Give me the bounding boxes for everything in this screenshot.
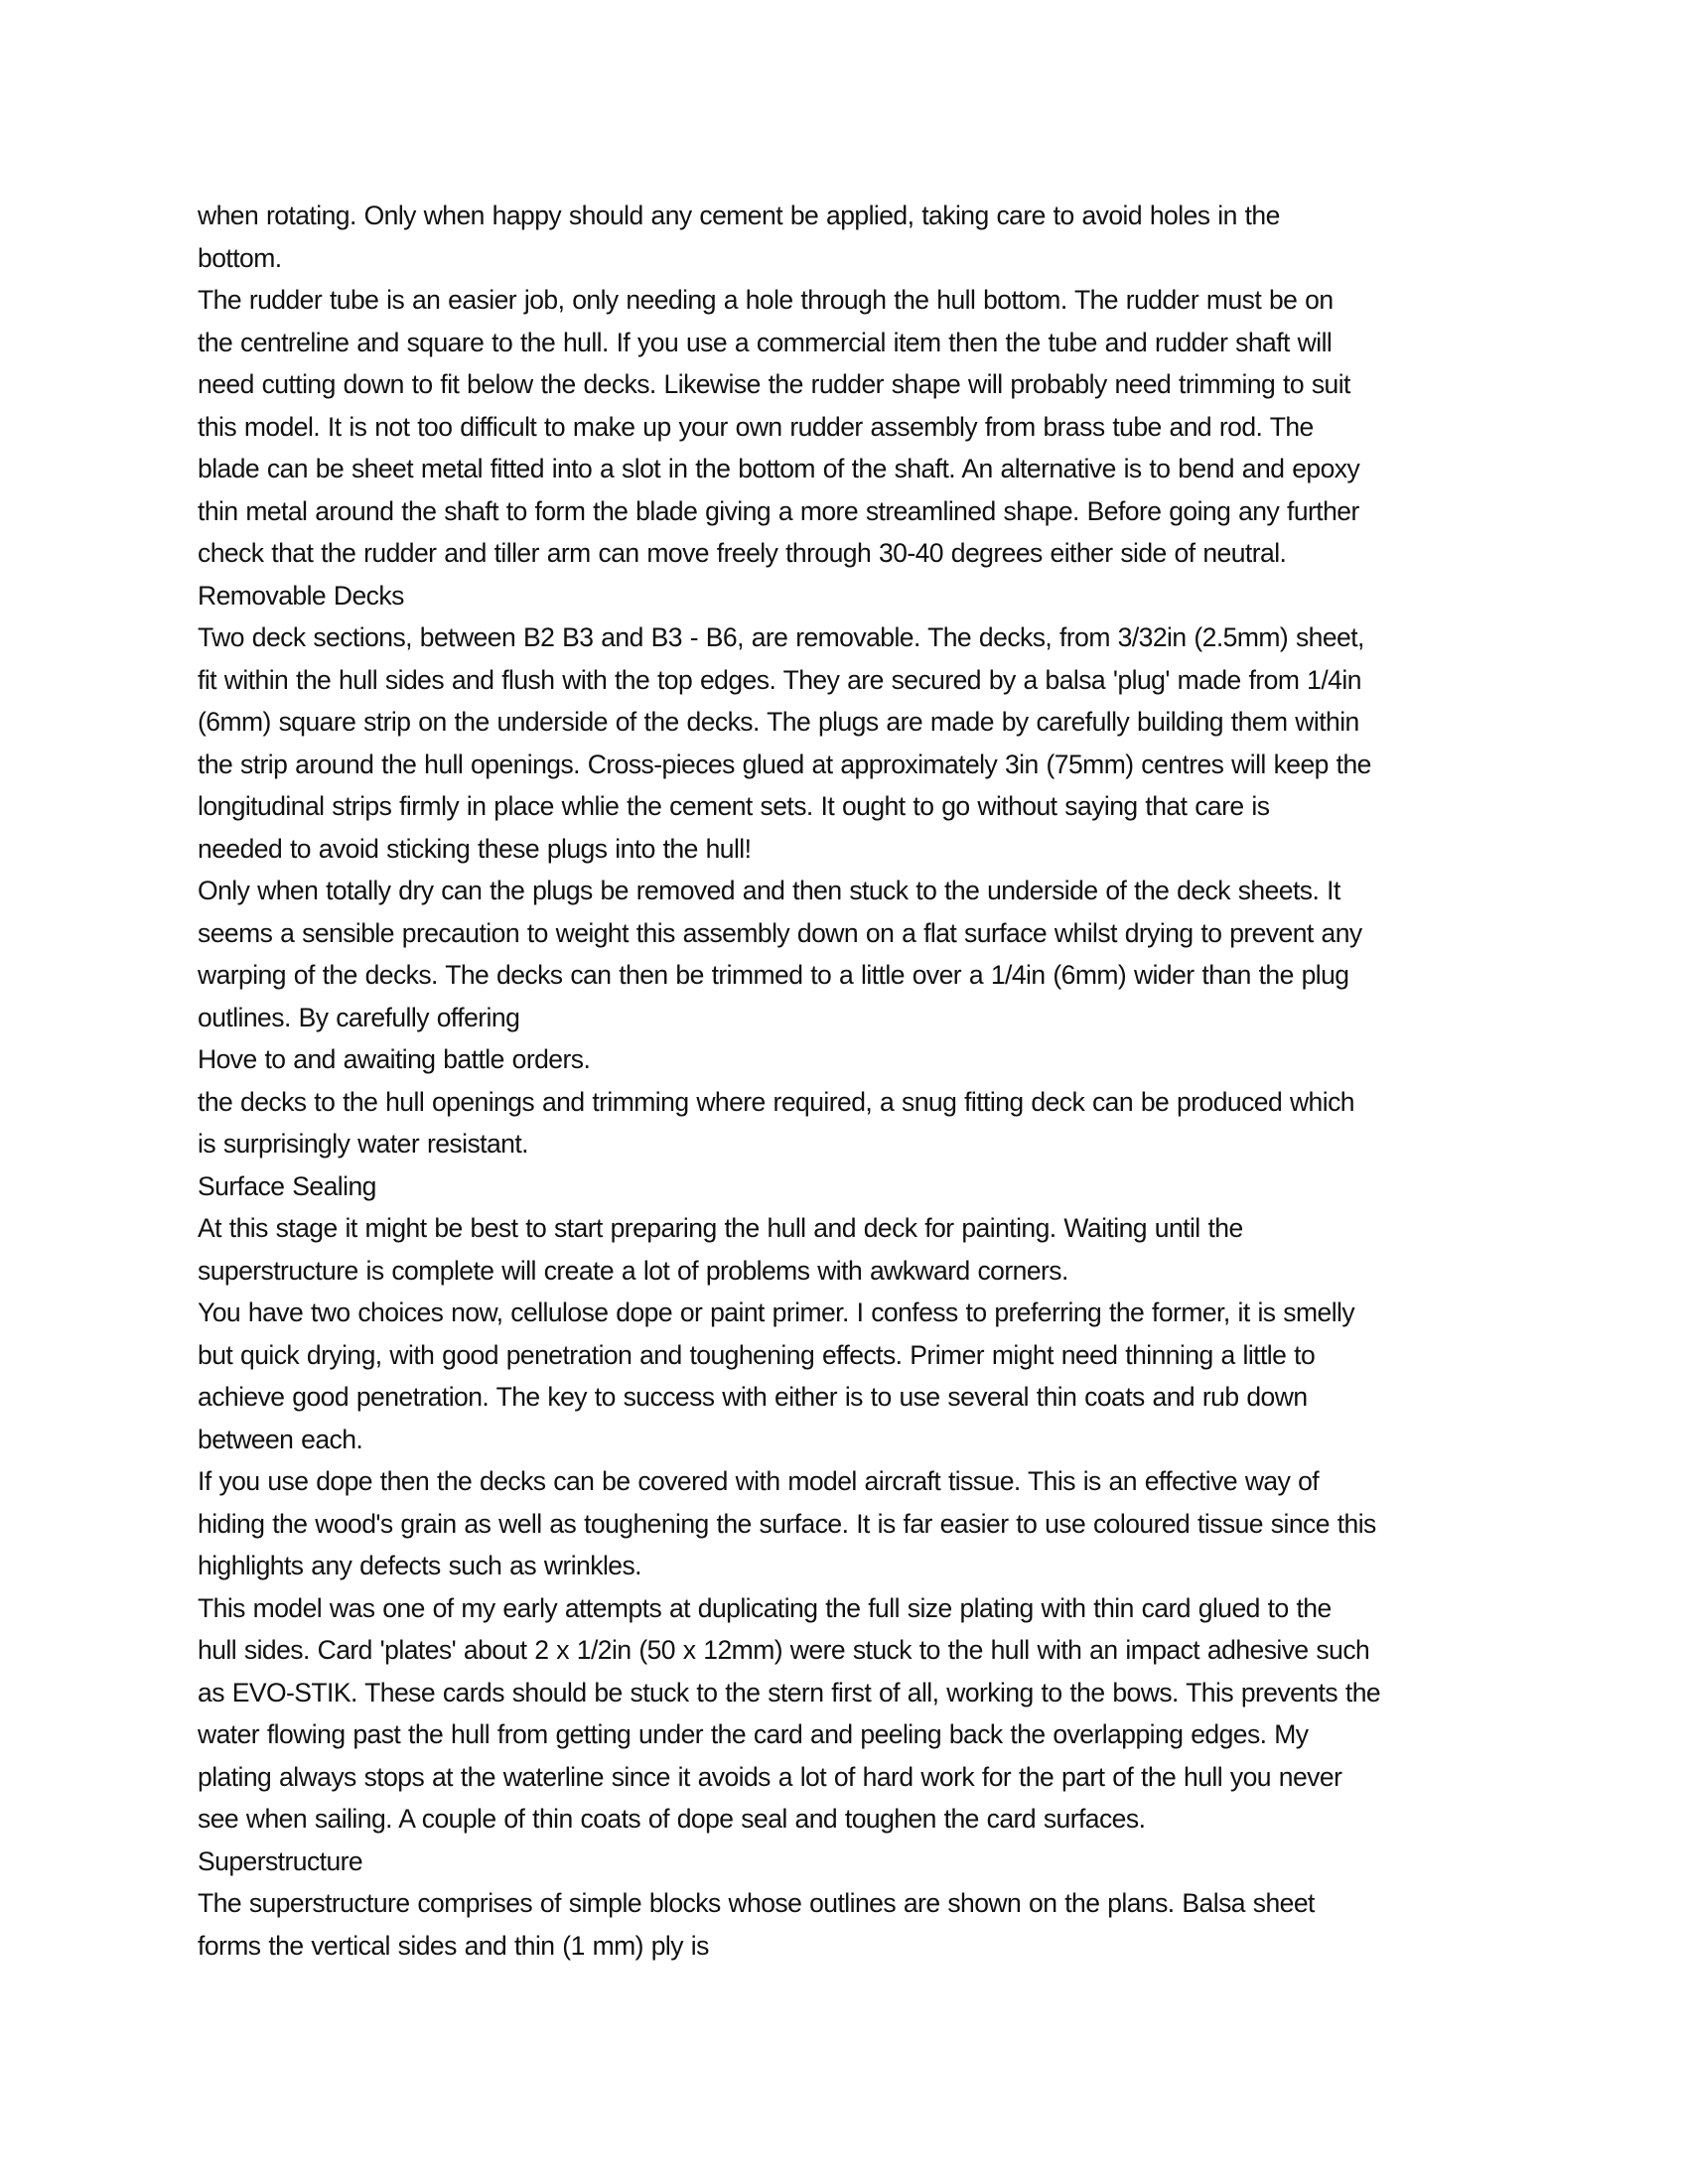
text-line: the centreline and square to the hull. If you use a commercial item then the tube and rudder shaft will (198, 327, 1333, 357)
text-line: (6mm) square strip on the underside of the decks. The plugs are made by carefully building them within (198, 707, 1359, 737)
text-line: highlights any defects such as wrinkles. (198, 1551, 641, 1580)
text-line: the strip around the hull openings. Cross-pieces glued at approximately 3in (75mm) centres will keep the (198, 749, 1371, 779)
text-line: outlines. By carefully offering (198, 1002, 520, 1032)
section-heading-removable-decks: Removable Decks (198, 580, 404, 611)
text-line: The superstructure comprises of simple blocks whose outlines are shown on the plans. Balsa sheet (198, 1888, 1315, 1918)
text-line: is surprisingly water resistant. (198, 1129, 528, 1159)
text-line: The rudder tube is an easier job, only needing a hole through the hull bottom. The rudder must be on (198, 285, 1334, 315)
text-line: water flowing past the hull from getting under the card and peeling back the overlapping edges. My (198, 1719, 1309, 1749)
text-line: thin metal around the shaft to form the blade giving a more streamlined shape. Before going any further (198, 495, 1359, 526)
text-line: Only when totally dry can the plugs be removed and then stuck to the underside of the deck sheets. It (198, 876, 1340, 905)
text-line: If you use dope then the decks can be covered with model aircraft tissue. This is an effective way of (198, 1466, 1320, 1496)
image-caption: Hove to and awaiting battle orders. (198, 1044, 591, 1074)
text-line: needed to avoid sticking these plugs into the hull! (198, 833, 752, 864)
text-line: check that the rudder and tiller arm can move freely through 30-40 degrees either side of neutral. (198, 538, 1287, 568)
text-line: when rotating. Only when happy should any cement be applied, taking care to avoid holes in the (198, 201, 1280, 230)
text-line: Two deck sections, between B2 B3 and B3 - B6, are removable. The decks, from 3/32in (2.5mm) sheet, (198, 622, 1364, 652)
text-line: this model. It is not too difficult to make up your own rudder assembly from brass tube and rod. The (198, 411, 1314, 442)
text-line: plating always stops at the waterline since it avoids a lot of hard work for the part of the hull you never (198, 1761, 1342, 1792)
text-line: fit within the hull sides and flush with the top edges. They are secured by a balsa 'plug' made from 1/4in (198, 664, 1361, 695)
text-line: superstructure is complete will create a lot of problems with awkward corners. (198, 1255, 1068, 1286)
text-line: but quick drying, with good penetration and toughening effects. Primer might need thinning a little to (198, 1339, 1316, 1370)
text-line: blade can be sheet metal fitted into a slot in the bottom of the shaft. An alternative is to bend and epoxy (198, 454, 1360, 483)
section-heading-superstructure: Superstructure (198, 1845, 363, 1876)
document-page (198, 195, 1508, 1967)
text-line: see when sailing. A couple of thin coats of dope seal and toughen the card surfaces. (198, 1804, 1146, 1834)
text-line: This model was one of my early attempts at duplicating the full size plating with thin card glued to the (198, 1592, 1332, 1623)
text-line: between each. (198, 1424, 363, 1454)
text-line: seems a sensible precaution to weight this assembly down on a flat surface whilst drying to prevent any (198, 917, 1362, 948)
text-line: bottom. (198, 242, 282, 273)
text-line: You have two choices now, cellulose dope or paint primer. I confess to preferring the former, it is smelly (198, 1297, 1355, 1327)
text-line: achieve good penetration. The key to success with either is to use several thin coats and rub down (198, 1382, 1308, 1412)
text-line: hiding the wood's grain as well as toughening the surface. It is far easier to use coloured tissue since this (198, 1508, 1376, 1539)
text-line: need cutting down to fit below the decks. Likewise the rudder shape will probably need trimming to suit (198, 369, 1350, 399)
text-line: longitudinal strips firmly in place whlie the cement sets. It ought to go without saying that care is (198, 791, 1270, 821)
section-heading-surface-sealing: Surface Sealing (198, 1170, 376, 1201)
text-line: as EVO-STIK. These cards should be stuck to the stern first of all, working to the bows. This prevents the (198, 1677, 1381, 1707)
text-line: hull sides. Card 'plates' about 2 x 1/2in (50 x 12mm) were stuck to the hull with an impact adhesive such (198, 1635, 1370, 1665)
text-line: warping of the decks. The decks can then be trimmed to a little over a 1/4in (6mm) wider than the plug (198, 960, 1349, 990)
text-line: the decks to the hull openings and trimming where required, a snug fitting deck can be produced which (198, 1086, 1354, 1117)
text-line: At this stage it might be best to start preparing the hull and deck for painting. Waiting until the (198, 1213, 1243, 1243)
text-line: forms the vertical sides and thin (1 mm) ply is (198, 1930, 709, 1961)
